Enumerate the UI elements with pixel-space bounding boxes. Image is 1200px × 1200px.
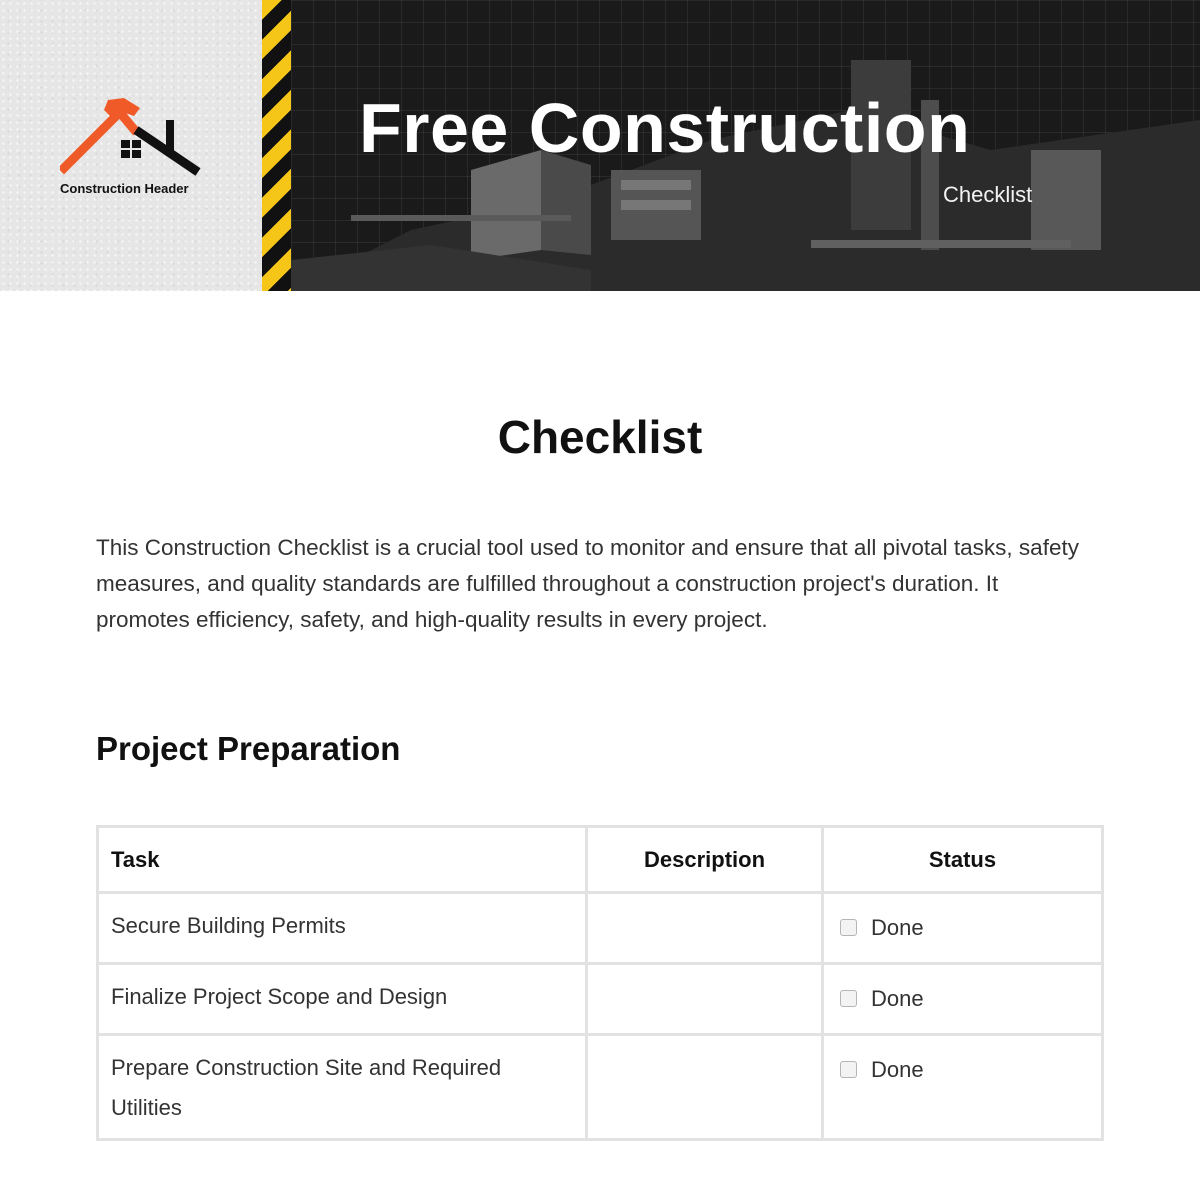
table-header-row [98,827,1103,893]
status-label: Done [871,1057,924,1082]
document-title: Checklist [497,411,703,463]
checkbox-icon[interactable] [840,1061,857,1078]
description-cell[interactable] [587,893,823,964]
status-label: Done [871,915,924,940]
table-row [98,964,1103,1035]
banner-title: Free Construction [359,89,971,167]
intro-paragraph: This Construction Checklist is a crucial tool used to monitor and ensure that all pivotal tasks, safety measures, and quality standards are fulfilled throughout a construction project's duration. It promotes efficiency, safety, and high-quality results in every project. [96,535,1079,632]
status-cell [823,1035,1103,1140]
status-cell [823,964,1103,1035]
column-header-description: Description [587,827,823,893]
checkbox-icon[interactable] [840,919,857,936]
section-title: Project Preparation [96,730,401,767]
window-icon [121,140,141,158]
task-cell: Finalize Project Scope and Design [98,964,587,1035]
description-cell[interactable] [587,964,823,1035]
page-header [0,0,1200,291]
description-cell[interactable] [587,1035,823,1140]
checkbox-icon[interactable] [840,990,857,1007]
house-roof-icon [60,96,205,178]
banner-subtitle: Checklist [943,182,1033,207]
task-cell: Secure Building Permits [98,893,587,964]
checklist-table [96,825,1104,1141]
column-header-status: Status [823,827,1103,893]
table-row [98,1035,1103,1140]
table-row [98,893,1103,964]
task-cell: Prepare Construction Site and Required Utilities [98,1035,587,1140]
logo-text: Construction Header [60,181,189,196]
status-cell [823,893,1103,964]
logo-panel [0,0,262,291]
status-label: Done [871,986,924,1011]
column-header-task: Task [98,827,587,893]
header-banner [291,0,1200,291]
hazard-stripe [262,0,291,291]
